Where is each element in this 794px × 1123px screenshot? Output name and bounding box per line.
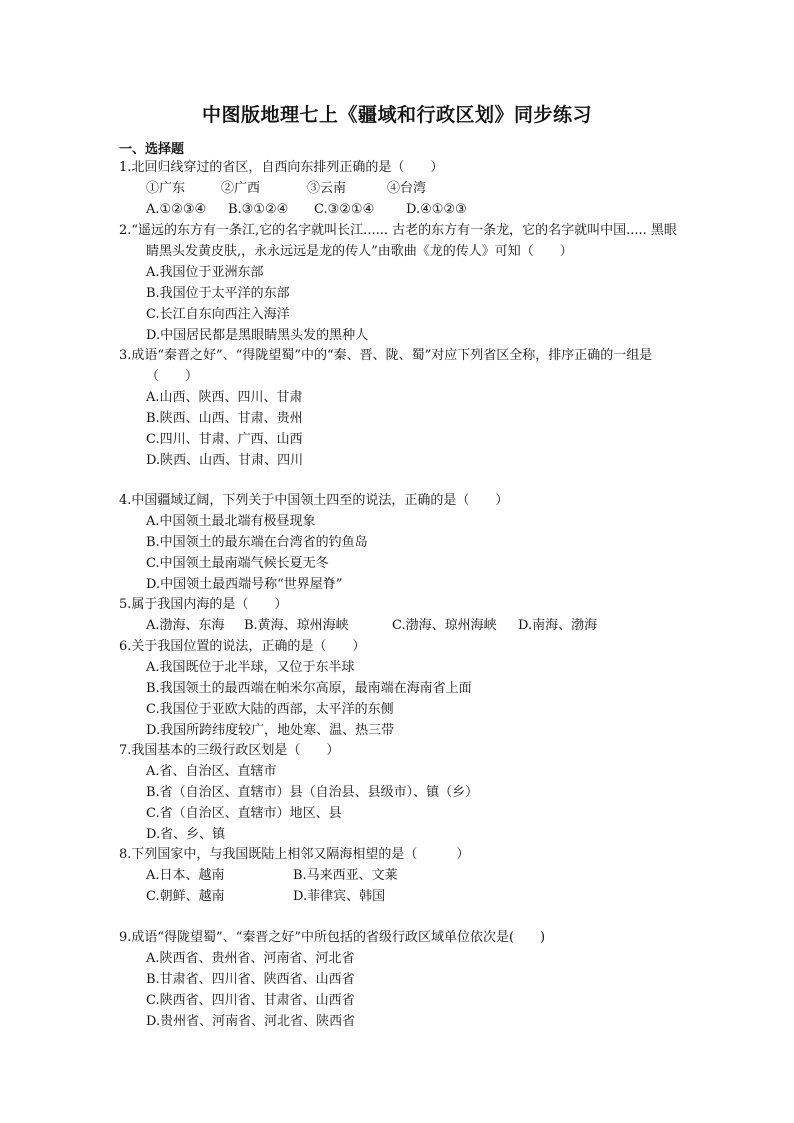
section-heading: 一、选择题	[119, 142, 185, 157]
option: C.长江自东向西注入海洋	[146, 307, 290, 322]
question-text: 2.“遥远的东方有一条江,它的名字就叫长江...... 古老的东方有一条龙，它的名字就叫中国..... 黑眼睛黑头发黄皮肤,，永永远远是龙的传人”由歌曲《龙的传人》可知（ ）	[119, 223, 677, 259]
option: B.③①②④	[228, 202, 289, 217]
option: B.甘肃省、四川省、陕西省、山西省	[146, 972, 355, 987]
question-text: 1.北回归线穿过的省区，自西向东排列正确的是（ ）	[119, 160, 444, 175]
option: A.陕西省、贵州省、河南省、河北省	[146, 951, 355, 966]
item: ④台湾	[387, 181, 427, 196]
option: C.渤海、琼州海峡	[392, 618, 497, 633]
option: A.我国既位于北半球，又位于东半球	[146, 660, 355, 675]
question-text: 4.中国疆域辽阔，下列关于中国领土四至的说法，正确的是（ ）	[119, 493, 509, 508]
option: A.中国领土最北端有极昼现象	[146, 514, 316, 529]
option: C.中国领土最南端气候长夏无冬	[146, 556, 329, 571]
question-5	[119, 594, 689, 636]
question-text: 7.我国基本的三级行政区划是（ ）	[119, 743, 340, 758]
option: A.日本、越南	[146, 868, 225, 883]
question-2	[119, 220, 689, 346]
question-text: 8.下列国家中，与我国既陆上相邻又隔海相望的是（ ）	[119, 847, 470, 862]
option: B.我国位于太平洋的东部	[146, 286, 290, 301]
option: C.朝鲜、越南	[146, 889, 225, 904]
option: B.我国领土的最西端在帕米尔高原，最南端在海南省上面	[146, 681, 472, 696]
option: A.山西、陕西、四川、甘肃	[146, 390, 303, 405]
option-row	[119, 199, 689, 220]
question-3	[119, 345, 689, 471]
question-4	[119, 490, 689, 595]
option: C.③②①④	[314, 202, 375, 217]
option: D.我国所跨纬度较广，地处寒、温、热三带	[146, 723, 395, 738]
item-row	[119, 178, 689, 199]
option: B.陕西、山西、甘肃、贵州	[146, 411, 303, 426]
option: A.渤海、东海	[146, 618, 225, 633]
option: C.陕西省、四川省、甘肃省、山西省	[146, 993, 355, 1008]
option: D.中国领土最西端号称“世界屋脊”	[146, 577, 343, 592]
option: A.①②③④	[146, 202, 207, 217]
question-text: 9.成语“得陇望蜀”、“秦晋之好”中所包括的省级行政区域单位依次是( )	[119, 930, 546, 945]
option: D.菲律宾、韩国	[293, 889, 386, 904]
question-9	[119, 927, 689, 1032]
question-text: 3.成语“秦晋之好”、“得陇望蜀”中的“秦、晋、陇、蜀”对应下列省区全称，排序正确的一组是（ ）	[119, 348, 653, 384]
option: B.省（自治区、直辖市）县（自治县、县级市）、镇（乡）	[146, 785, 479, 800]
option-row	[119, 615, 689, 636]
option: D.④①②③	[406, 202, 467, 217]
option: C.四川、甘肃、广西、山西	[146, 432, 303, 447]
question-text: 6.关于我国位置的说法，正确的是（ ）	[119, 639, 366, 654]
item: ③云南	[307, 181, 347, 196]
page-title: 中图版地理七上《疆域和行政区划》同步练习	[201, 104, 592, 126]
question-text: 5.属于我国内海的是（ ）	[119, 597, 288, 612]
option: A.我国位于亚洲东部	[146, 265, 264, 280]
option: C.省（自治区、直辖市）地区、县	[146, 806, 342, 821]
question-1	[119, 157, 689, 220]
option: D.中国居民都是黑眼睛黑头发的黑种人	[146, 328, 369, 343]
question-8	[119, 844, 689, 907]
question-7	[119, 740, 689, 845]
option: C.我国位于亚欧大陆的西部，太平洋的东侧	[146, 702, 394, 717]
option: D.南海、渤海	[518, 618, 598, 633]
item: ②广西	[221, 181, 261, 196]
option-row	[119, 865, 689, 886]
option: D.省、乡、镇	[146, 827, 226, 842]
option: B.黄海、琼州海峡	[244, 618, 349, 633]
option: A.省、自治区、直辖市	[146, 764, 277, 779]
option: B.马来西亚、文莱	[293, 868, 398, 883]
option: D.陕西、山西、甘肃、四川	[146, 453, 304, 468]
option-row	[119, 886, 689, 907]
option: B.中国领土的最东端在台湾省的钓鱼岛	[146, 535, 368, 550]
question-6	[119, 636, 689, 741]
item: ①广东	[146, 181, 186, 196]
option: D.贵州省、河南省、河北省、陕西省	[146, 1014, 356, 1029]
